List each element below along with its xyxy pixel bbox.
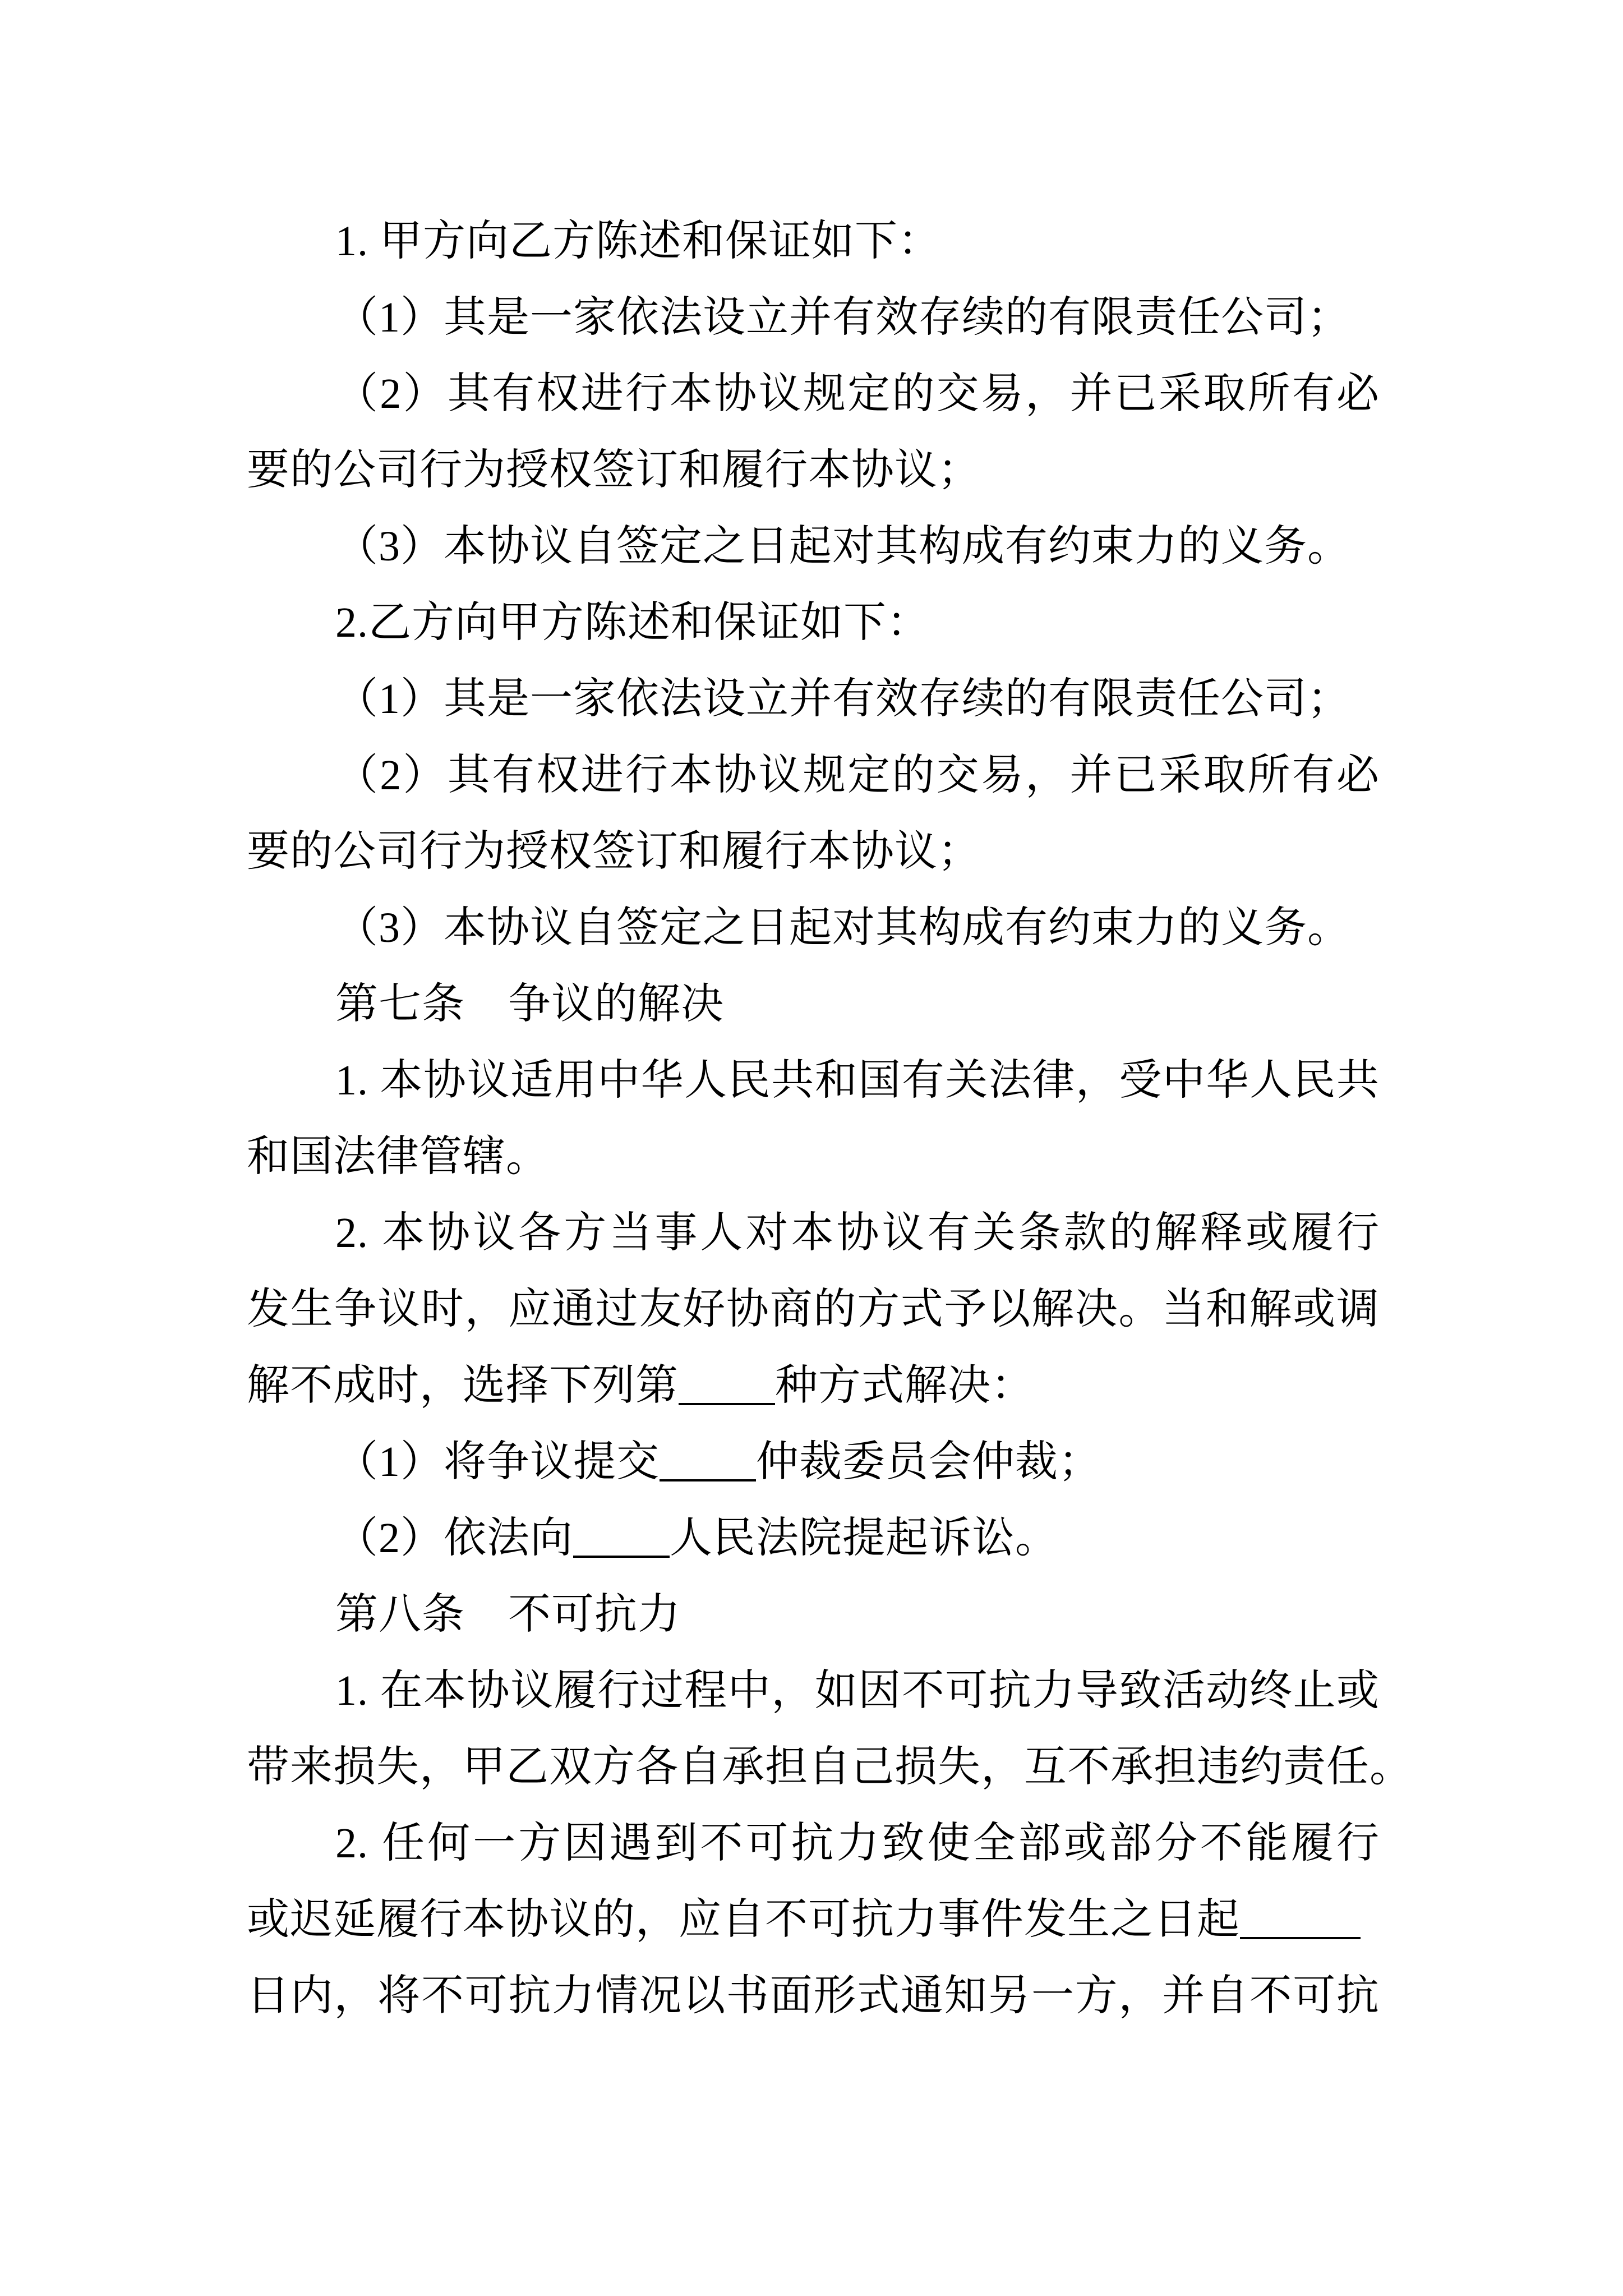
text-line: 解不成时，选择下列第 种方式解决： [247, 1362, 1034, 1409]
text-line: （3）本协议自签定之日起对其构成有约束力的义务。 [335, 904, 1350, 951]
text-line: 发生争议时，应通过友好协商的方式予以解决。当和解或调 [247, 1286, 1380, 1333]
text-line: 日内，将不可抗力情况以书面形式通知另一方，并自不可抗 [247, 1972, 1380, 2019]
text-line: （1）其是一家依法设立并有效存续的有限责任公司； [335, 675, 1350, 723]
fill-in-blank [679, 1397, 775, 1405]
text-line: 带来损失，甲乙双方各自承担自己损失，互不承担违约责任。 [247, 1743, 1413, 1791]
text-line: 1. 本协议适用中华人民共和国有关法律，受中华人民共 [335, 1057, 1380, 1104]
text-line: 要的公司行为授权签订和履行本协议； [247, 447, 981, 494]
text-line: 和国法律管辖。 [247, 1133, 549, 1180]
text-line: （2）依法向 人民法院提起诉讼。 [335, 1515, 1058, 1562]
text-line: 2. 任何一方因遇到不可抗力致使全部或部分不能履行 [335, 1820, 1380, 1867]
text-line: 第八条 不可抗力 [335, 1591, 681, 1638]
fill-in-blank [660, 1474, 756, 1481]
text-line: 1. 甲方向乙方陈述和保证如下： [335, 218, 941, 265]
text-line: 要的公司行为授权签订和履行本协议； [247, 828, 981, 875]
text-line: 2. 本协议各方当事人对本协议有关条款的解释或履行 [335, 1209, 1380, 1257]
text-line: （1）其是一家依法设立并有效存续的有限责任公司； [335, 294, 1350, 341]
text-line: 第七条 争议的解决 [335, 981, 724, 1028]
text-line: （3）本协议自签定之日起对其构成有约束力的义务。 [335, 523, 1350, 570]
document-body [247, 203, 1413, 2034]
text-line: （2）其有权进行本协议规定的交易，并已采取所有必 [335, 752, 1380, 799]
text-line: 1. 在本协议履行过程中，如因不可抗力导致活动终止或 [335, 1667, 1380, 1714]
fill-in-blank [573, 1550, 670, 1558]
text-line: 或迟延履行本协议的，应自不可抗力事件发生之日起 [247, 1881, 1380, 1958]
text-line: （1）将争议提交 仲裁委员会仲裁； [335, 1438, 1101, 1485]
text-line: （2）其有权进行本协议规定的交易，并已采取所有必 [335, 370, 1380, 417]
text-line: 2.乙方向甲方陈述和保证如下： [335, 599, 930, 646]
fill-in-blank [1240, 1931, 1361, 1939]
